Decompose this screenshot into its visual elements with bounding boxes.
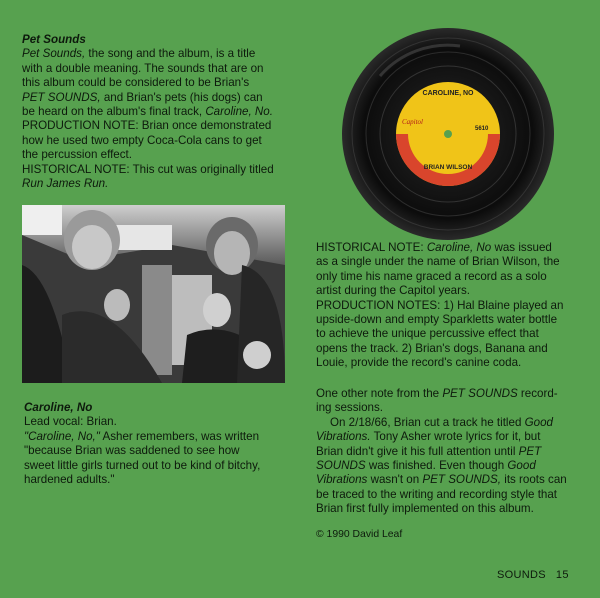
text-run: ing sessions.	[316, 401, 384, 415]
text-run: this album could be considered to be Brian's	[22, 76, 250, 90]
caroline-no-section	[24, 401, 294, 487]
text-run: Caroline, No.	[205, 105, 273, 119]
text-line	[24, 473, 294, 487]
text-line	[22, 134, 318, 148]
caroline-no-body	[24, 415, 294, 487]
text-run: the percussion effect.	[22, 148, 132, 162]
studio-photo	[22, 205, 285, 383]
record-label-number: 5610	[475, 126, 489, 132]
historical-production-notes	[316, 241, 588, 371]
text-line	[316, 255, 588, 269]
text-run: PRODUCTION NOTES: 1) Hal Blaine played an	[316, 298, 564, 312]
text-run: Good	[524, 415, 554, 429]
text-run: One other note from the	[316, 387, 443, 400]
pet-sounds-section	[22, 33, 318, 191]
text-run: as a single under the name of Brian Wilson, the	[316, 255, 560, 269]
text-line	[316, 299, 588, 313]
vinyl-record-image	[340, 26, 556, 242]
text-run: HISTORICAL NOTE:	[316, 241, 427, 254]
text-line	[316, 416, 588, 430]
record-label-title: CAROLINE, NO	[422, 90, 474, 97]
text-run: hardened adults."	[24, 473, 115, 487]
text-run: Good	[507, 459, 536, 473]
text-line	[316, 342, 588, 356]
text-line	[316, 502, 588, 516]
text-run: record-	[517, 387, 558, 400]
text-line	[24, 459, 294, 473]
text-run: SOUNDS	[316, 459, 366, 473]
text-line	[22, 76, 318, 90]
text-run: artist during the Capitol years.	[316, 284, 471, 298]
copyright-text: © 1990 David Leaf	[316, 529, 403, 540]
text-line	[316, 327, 588, 341]
text-line	[22, 62, 318, 76]
record-label-brand: Capitol	[402, 118, 424, 126]
text-line	[316, 445, 588, 459]
text-line	[316, 430, 588, 444]
text-run: to achieve the unique percussive effect that	[316, 327, 539, 341]
text-run: was issued	[491, 241, 552, 254]
text-run: sweet little girls turned out to be kind of bitchy,	[24, 458, 261, 472]
page-footer: SOUNDS 15	[497, 569, 569, 581]
text-run: Vibrations	[316, 473, 368, 487]
text-run: opens the track. 2) Brian's dogs, Banana and	[316, 341, 548, 355]
text-line	[22, 91, 318, 105]
text-run: how he used two empty Coca-Cola cans to get	[22, 133, 262, 147]
text-run: was finished. Even though	[365, 459, 508, 473]
text-run: Tony Asher wrote lyrics for it, but	[370, 430, 541, 444]
text-run: PRODUCTION NOTE: Brian once demonstrated	[22, 119, 272, 133]
text-run: On 2/18/66, Brian cut a track he titled	[330, 415, 525, 429]
text-line	[24, 430, 294, 444]
text-line	[22, 148, 318, 162]
text-line	[22, 163, 318, 177]
text-run: Caroline, No	[426, 241, 492, 254]
text-run: upside-down and empty Sparkletts water bottle	[316, 313, 558, 327]
pet-sounds-body	[22, 47, 318, 191]
text-run: only time his name graced a record as a solo	[316, 269, 547, 283]
text-run: "because Brian was saddened to see how	[24, 444, 240, 458]
text-run: PET SOUNDS,	[422, 473, 502, 487]
text-run: Vibrations.	[316, 430, 371, 444]
text-line	[316, 270, 588, 284]
pet-sounds-heading: Pet Sounds	[22, 33, 86, 46]
text-line	[316, 284, 588, 298]
text-run: the song and the album, is a title	[85, 47, 256, 61]
text-line	[316, 313, 588, 327]
text-run: Asher remembers, was written	[99, 429, 260, 443]
text-run: wasn't on	[367, 473, 423, 487]
text-line	[316, 241, 588, 255]
text-line	[24, 444, 294, 458]
text-run: HISTORICAL NOTE: This cut was originally titled	[22, 162, 274, 176]
text-run: Lead vocal: Brian.	[24, 415, 117, 429]
text-line	[316, 459, 588, 473]
text-line	[316, 356, 588, 370]
text-line	[22, 177, 318, 191]
text-run: Brian didn't give it his full attention until	[316, 444, 519, 458]
text-run: Pet Sounds,	[22, 47, 86, 61]
text-run: Brian first fully implemented on this album.	[316, 502, 534, 516]
text-run: and Brian's pets (his dogs) can	[100, 90, 263, 104]
text-line	[24, 415, 294, 429]
text-run: PET SOUNDS,	[22, 90, 101, 104]
text-line	[316, 401, 588, 415]
text-line	[316, 473, 588, 487]
text-run: its roots can	[501, 473, 567, 487]
text-run: "Caroline, No,"	[24, 429, 100, 443]
record-label-artist: BRIAN WILSON	[423, 164, 473, 171]
text-line	[316, 387, 588, 401]
text-line	[22, 105, 318, 119]
text-run: be traced to the writing and recording style that	[316, 487, 558, 501]
text-line	[22, 47, 318, 61]
text-line	[316, 488, 588, 502]
text-run: Louie, provide the record's canine coda.	[316, 356, 522, 370]
text-run: PET SOUNDS	[442, 387, 518, 400]
recording-note	[316, 387, 588, 517]
text-run: be heard on the album's final track,	[22, 105, 206, 119]
text-run: Run James Run.	[22, 177, 109, 191]
text-run: with a double meaning. The sounds that are on	[22, 61, 264, 75]
text-line	[22, 119, 318, 133]
text-run: PET	[518, 444, 542, 458]
caroline-no-heading: Caroline, No	[24, 401, 93, 414]
